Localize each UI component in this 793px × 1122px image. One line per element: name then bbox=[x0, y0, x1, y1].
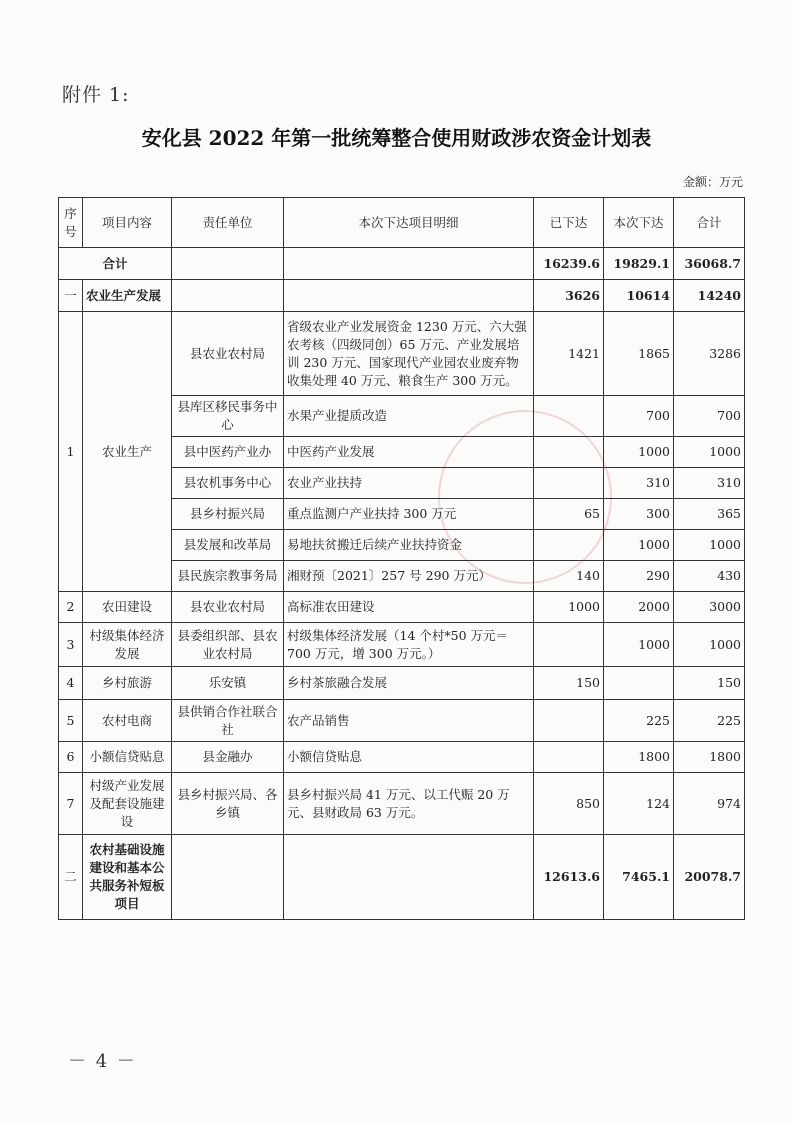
header-no: 序号 bbox=[59, 198, 83, 248]
section-name: 农业生产发展 bbox=[83, 280, 172, 312]
current-cell: 1000 bbox=[604, 530, 674, 561]
section-no: 二 bbox=[59, 835, 83, 920]
current-cell: 1865 bbox=[604, 312, 674, 396]
amount-unit: 金额：万元 bbox=[682, 175, 743, 189]
document-title: 安化县 2022 年第一批统筹整合使用财政涉农资金计划表 bbox=[141, 126, 652, 150]
row-no: 5 bbox=[59, 700, 83, 742]
unit-cell: 县民族宗教事务局 bbox=[172, 561, 284, 592]
detail-cell: 农业产业扶持 bbox=[284, 468, 534, 499]
detail-cell: 农产品销售 bbox=[284, 700, 534, 742]
detail-cell: 省级农业产业发展资金 1230 万元、六大强农考核（四级同创）65 万元、产业发展培训 230 万元、国家现代产业园农业废弃物收集处理 40 万元、粮食生产 300 万元。 bbox=[284, 312, 534, 396]
issued-cell: 65 bbox=[534, 499, 604, 530]
project-name: 乡村旅游 bbox=[83, 667, 172, 700]
unit-cell: 县中医药产业办 bbox=[172, 437, 284, 468]
grand-total-issued: 16239.6 bbox=[534, 248, 604, 280]
issued-cell bbox=[534, 700, 604, 742]
section-current: 7465.1 bbox=[604, 835, 674, 920]
table-row bbox=[59, 773, 745, 835]
current-cell: 310 bbox=[604, 468, 674, 499]
section-row bbox=[59, 280, 745, 312]
current-cell: 300 bbox=[604, 499, 674, 530]
row-no: 4 bbox=[59, 667, 83, 700]
total-cell: 700 bbox=[674, 396, 745, 437]
issued-cell: 150 bbox=[534, 667, 604, 700]
table-row bbox=[59, 592, 745, 623]
page-number: － 4 － bbox=[68, 1051, 137, 1072]
issued-cell: 850 bbox=[534, 773, 604, 835]
header-issued: 已下达 bbox=[534, 198, 604, 248]
section-row bbox=[59, 835, 745, 920]
current-cell: 1800 bbox=[604, 742, 674, 773]
unit-cell: 县乡村振兴局 bbox=[172, 499, 284, 530]
section-no: 一 bbox=[59, 280, 83, 312]
header-detail: 本次下达项目明细 bbox=[284, 198, 534, 248]
unit-cell: 县农业农村局 bbox=[172, 312, 284, 396]
table-row bbox=[59, 742, 745, 773]
section-name: 农村基础设施建设和基本公共服务补短板项目 bbox=[83, 835, 172, 920]
detail-cell: 村级集体经济发展（14 个村*50 万元＝700 万元，增 300 万元。） bbox=[284, 623, 534, 667]
table-row bbox=[59, 667, 745, 700]
section-total: 14240 bbox=[674, 280, 745, 312]
total-cell: 974 bbox=[674, 773, 745, 835]
detail-cell: 中医药产业发展 bbox=[284, 437, 534, 468]
detail-cell: 乡村茶旅融合发展 bbox=[284, 667, 534, 700]
current-cell: 2000 bbox=[604, 592, 674, 623]
header-project: 项目内容 bbox=[83, 198, 172, 248]
project-name: 农村电商 bbox=[83, 700, 172, 742]
attachment-label: 附件 1: bbox=[62, 84, 130, 106]
unit-cell: 县发展和改革局 bbox=[172, 530, 284, 561]
table-row bbox=[59, 312, 745, 396]
header-total: 合计 bbox=[674, 198, 745, 248]
issued-cell: 1000 bbox=[534, 592, 604, 623]
fund-plan-table bbox=[58, 197, 745, 920]
unit-cell: 乐安镇 bbox=[172, 667, 284, 700]
grand-total-label: 合计 bbox=[59, 248, 172, 280]
detail-cell: 易地扶贫搬迁后续产业扶持资金 bbox=[284, 530, 534, 561]
row-no: 2 bbox=[59, 592, 83, 623]
total-cell: 3286 bbox=[674, 312, 745, 396]
group-no: 1 bbox=[59, 312, 83, 592]
unit-cell: 县农业农村局 bbox=[172, 592, 284, 623]
unit-cell: 县金融办 bbox=[172, 742, 284, 773]
detail-cell: 水果产业提质改造 bbox=[284, 396, 534, 437]
project-name: 村级产业发展及配套设施建设 bbox=[83, 773, 172, 835]
current-cell: 290 bbox=[604, 561, 674, 592]
row-no: 7 bbox=[59, 773, 83, 835]
detail-cell: 小额信贷贴息 bbox=[284, 742, 534, 773]
row-no: 3 bbox=[59, 623, 83, 667]
unit-cell: 县库区移民事务中心 bbox=[172, 396, 284, 437]
current-cell: 700 bbox=[604, 396, 674, 437]
current-cell: 225 bbox=[604, 700, 674, 742]
total-cell: 430 bbox=[674, 561, 745, 592]
issued-cell bbox=[534, 396, 604, 437]
table-row bbox=[59, 700, 745, 742]
group-name: 农业生产 bbox=[83, 312, 172, 592]
issued-cell bbox=[534, 623, 604, 667]
unit-cell: 县乡村振兴局、各乡镇 bbox=[172, 773, 284, 835]
project-name: 农田建设 bbox=[83, 592, 172, 623]
issued-cell bbox=[534, 468, 604, 499]
unit-cell: 县农机事务中心 bbox=[172, 468, 284, 499]
project-name: 小额信贷贴息 bbox=[83, 742, 172, 773]
header-unit: 责任单位 bbox=[172, 198, 284, 248]
detail-cell: 重点监测户产业扶持 300 万元 bbox=[284, 499, 534, 530]
issued-cell bbox=[534, 742, 604, 773]
total-cell: 310 bbox=[674, 468, 745, 499]
total-cell: 1000 bbox=[674, 623, 745, 667]
issued-cell: 1421 bbox=[534, 312, 604, 396]
current-cell: 1000 bbox=[604, 623, 674, 667]
detail-cell: 高标准农田建设 bbox=[284, 592, 534, 623]
grand-total-row bbox=[59, 248, 745, 280]
unit-cell: 县委组织部、县农业农村局 bbox=[172, 623, 284, 667]
unit-cell: 县供销合作社联合社 bbox=[172, 700, 284, 742]
section-total: 20078.7 bbox=[674, 835, 745, 920]
detail-cell: 湘财预〔2021〕257 号 290 万元） bbox=[284, 561, 534, 592]
detail-cell: 县乡村振兴局 41 万元、以工代赈 20 万元、县财政局 63 万元。 bbox=[284, 773, 534, 835]
total-cell: 150 bbox=[674, 667, 745, 700]
total-cell: 1000 bbox=[674, 437, 745, 468]
total-cell: 1000 bbox=[674, 530, 745, 561]
current-cell bbox=[604, 667, 674, 700]
issued-cell bbox=[534, 530, 604, 561]
section-issued: 3626 bbox=[534, 280, 604, 312]
issued-cell bbox=[534, 437, 604, 468]
current-cell: 124 bbox=[604, 773, 674, 835]
header-current: 本次下达 bbox=[604, 198, 674, 248]
grand-total-sum: 36068.7 bbox=[674, 248, 745, 280]
project-name: 村级集体经济发展 bbox=[83, 623, 172, 667]
table-header-row bbox=[59, 198, 745, 248]
grand-total-current: 19829.1 bbox=[604, 248, 674, 280]
section-issued: 12613.6 bbox=[534, 835, 604, 920]
current-cell: 1000 bbox=[604, 437, 674, 468]
table-row bbox=[59, 623, 745, 667]
section-current: 10614 bbox=[604, 280, 674, 312]
total-cell: 1800 bbox=[674, 742, 745, 773]
total-cell: 225 bbox=[674, 700, 745, 742]
total-cell: 3000 bbox=[674, 592, 745, 623]
issued-cell: 140 bbox=[534, 561, 604, 592]
row-no: 6 bbox=[59, 742, 83, 773]
total-cell: 365 bbox=[674, 499, 745, 530]
